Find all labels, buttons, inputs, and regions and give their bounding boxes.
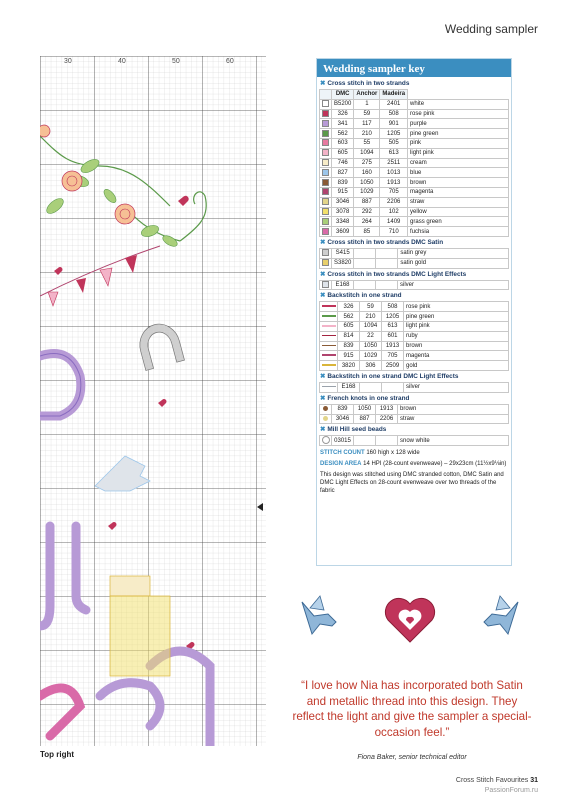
key-anchor-code: 887 <box>354 197 380 207</box>
key-madeira-code: 1205 <box>380 129 408 139</box>
key-dmc-code: 814 <box>338 331 360 341</box>
key-anchor-code: 264 <box>354 217 380 227</box>
key-anchor-code: 1050 <box>354 178 380 188</box>
key-thread-name: silver <box>398 280 509 290</box>
key-dmc-code: 3046 <box>332 197 354 207</box>
thread-swatch-icon <box>322 110 329 117</box>
key-anchor-code: 1094 <box>360 321 382 331</box>
thread-swatch-icon <box>322 149 329 156</box>
thread-swatch-icon <box>322 100 329 107</box>
key-section-heading: ✖ Backstitch in one strand DMC Light Effects <box>320 372 459 380</box>
key-madeira-code <box>376 280 398 290</box>
key-thread-name: snow white <box>398 436 509 446</box>
section-marker-icon: ✖ <box>320 372 326 380</box>
key-anchor-code: 1029 <box>360 351 382 361</box>
key-madeira-code: 508 <box>380 109 408 119</box>
key-thread-name: pink <box>408 138 509 148</box>
key-table <box>319 382 509 393</box>
key-row <box>320 361 509 371</box>
key-thread-name: brown <box>408 178 509 188</box>
key-thread-name: purple <box>408 119 509 129</box>
key-anchor-code: 292 <box>354 207 380 217</box>
key-madeira-code: 613 <box>382 321 404 331</box>
key-madeira-code: 2206 <box>380 197 408 207</box>
key-dmc-code: 3078 <box>332 207 354 217</box>
key-anchor-code <box>360 382 382 392</box>
key-madeira-code: 2509 <box>382 361 404 371</box>
key-dmc-code: 326 <box>338 302 360 312</box>
section-marker-icon: ✖ <box>320 238 326 246</box>
french-knot-icon <box>323 416 328 421</box>
thread-swatch-icon <box>322 281 329 288</box>
heart-motif-icon <box>385 598 434 642</box>
bird-right-icon <box>484 596 518 634</box>
key-row <box>320 197 509 207</box>
thread-swatch-icon <box>322 159 329 166</box>
key-dmc-code: 562 <box>338 312 360 322</box>
section-marker-icon: ✖ <box>320 394 326 402</box>
backstitch-line-icon <box>322 315 336 317</box>
page-folio: Cross Stitch Favourites 31 <box>455 777 538 784</box>
key-table <box>319 248 509 269</box>
key-thread-name: white <box>408 99 509 109</box>
key-thread-name: rose pink <box>404 302 509 312</box>
key-anchor-code: 275 <box>354 158 380 168</box>
key-anchor-code: 1094 <box>354 148 380 158</box>
key-column-header: Madeira <box>380 90 408 100</box>
key-section-heading: ✖ Cross stitch in two strands DMC Light Effects <box>320 270 467 278</box>
section-marker-icon: ✖ <box>320 270 326 278</box>
key-section-heading: ✖ Backstitch in one strand <box>320 292 402 300</box>
key-madeira-code <box>376 248 398 258</box>
key-dmc-code: B5200 <box>332 99 354 109</box>
key-madeira-code <box>376 436 398 446</box>
key-thread-name: silver <box>404 382 509 392</box>
key-anchor-code: 55 <box>354 138 380 148</box>
backstitch-line-icon <box>322 335 336 337</box>
key-row <box>320 178 509 188</box>
chart-grid <box>40 56 266 746</box>
design-area: DESIGN AREA 14 HPI (28-count evenweave) – 29x23cm (11½x9⅛in) <box>320 461 507 468</box>
key-dmc-code: 03015 <box>332 436 354 446</box>
key-section-heading: ✖ French knots in one strand <box>320 394 410 402</box>
key-row <box>320 331 509 341</box>
key-thread-name: magenta <box>408 187 509 197</box>
thread-swatch-icon <box>322 259 329 266</box>
key-thread-name: satin gold <box>398 258 509 268</box>
thread-swatch-icon <box>322 188 329 195</box>
key-thread-name: light pink <box>408 148 509 158</box>
key-row <box>320 382 509 392</box>
key-table <box>319 89 509 237</box>
key-anchor-code: 59 <box>360 302 382 312</box>
key-thread-name: yellow <box>408 207 509 217</box>
key-thread-name: blue <box>408 168 509 178</box>
key-anchor-code: 160 <box>354 168 380 178</box>
key-madeira-code: 2401 <box>380 99 408 109</box>
key-thread-name: straw <box>398 414 509 424</box>
key-anchor-code: 306 <box>360 361 382 371</box>
key-madeira-code: 601 <box>382 331 404 341</box>
key-table <box>319 435 509 446</box>
key-thread-name: gold <box>404 361 509 371</box>
key-anchor-code <box>354 436 376 446</box>
key-row <box>320 321 509 331</box>
seed-bead-icon <box>322 436 330 444</box>
key-dmc-code: 326 <box>332 109 354 119</box>
key-row <box>320 217 509 227</box>
key-row <box>320 138 509 148</box>
backstitch-line-icon <box>322 305 336 307</box>
key-row <box>320 227 509 237</box>
key-thread-name: straw <box>408 197 509 207</box>
key-section-heading: ✖ Cross stitch in two strands DMC Satin <box>320 238 444 246</box>
key-thread-name: rose pink <box>408 109 509 119</box>
key-body <box>317 77 511 447</box>
key-anchor-code <box>354 280 376 290</box>
key-section-heading: ✖ Cross stitch in two strands <box>320 80 410 87</box>
key-row <box>320 187 509 197</box>
thread-swatch-icon <box>322 130 329 137</box>
key-thread-name: light pink <box>404 321 509 331</box>
thread-swatch-icon <box>322 139 329 146</box>
french-knot-icon <box>323 406 328 411</box>
key-dmc-code: 839 <box>332 404 354 414</box>
key-row <box>320 148 509 158</box>
key-madeira-code <box>382 382 404 392</box>
key-anchor-code: 210 <box>360 312 382 322</box>
key-dmc-code: 839 <box>332 178 354 188</box>
stitch-count: STITCH COUNT 160 high x 128 wide <box>320 450 420 457</box>
backstitch-line-icon <box>322 386 336 388</box>
key-madeira-code: 705 <box>380 187 408 197</box>
section-marker-icon: ✖ <box>320 426 326 434</box>
key-thread-name: cream <box>408 158 509 168</box>
key-madeira-code: 1913 <box>376 404 398 414</box>
key-thread-name: brown <box>404 341 509 351</box>
watermark: PassionForum.ru <box>484 787 538 794</box>
key-madeira-code: 2511 <box>380 158 408 168</box>
key-row <box>320 109 509 119</box>
key-dmc-code: 915 <box>338 351 360 361</box>
key-row <box>320 280 509 290</box>
key-row <box>320 119 509 129</box>
key-anchor-code: 117 <box>354 119 380 129</box>
key-anchor-code: 1050 <box>360 341 382 351</box>
section-marker-icon: ✖ <box>320 292 326 300</box>
motif-illustrations <box>290 590 530 650</box>
key-row <box>320 436 509 446</box>
key-row <box>320 158 509 168</box>
key-thread-name: pine green <box>404 312 509 322</box>
key-thread-name: pine green <box>408 129 509 139</box>
key-anchor-code <box>354 248 376 258</box>
key-madeira-code <box>376 258 398 268</box>
key-thread-name: grass green <box>408 217 509 227</box>
key-madeira-code: 505 <box>380 138 408 148</box>
center-marker-arrow <box>257 503 263 511</box>
key-madeira-code: 613 <box>380 148 408 158</box>
key-madeira-code: 1205 <box>382 312 404 322</box>
key-row <box>320 351 509 361</box>
backstitch-line-icon <box>322 325 336 327</box>
key-dmc-code: 605 <box>332 148 354 158</box>
key-dmc-code: 562 <box>332 129 354 139</box>
key-dmc-code: 827 <box>332 168 354 178</box>
key-row <box>320 341 509 351</box>
editor-quote: “I love how Nia has incorporated both Satin and metallic thread into this design. They reflect the light and give the sampler a special-occasion feel.” <box>292 679 532 739</box>
thread-swatch-icon <box>322 198 329 205</box>
key-note: This design was stitched using DMC stranded cotton, DMC Satin and DMC Light Effects on 28-count evenweave over two threads of the fabric <box>320 472 504 495</box>
key-row <box>320 404 509 414</box>
key-dmc-code: 3348 <box>332 217 354 227</box>
key-thread-name: brown <box>398 404 509 414</box>
key-madeira-code: 1913 <box>380 178 408 188</box>
key-anchor-code: 887 <box>354 414 376 424</box>
key-dmc-code: 605 <box>338 321 360 331</box>
key-column-header: Anchor <box>354 90 380 100</box>
key-row <box>320 207 509 217</box>
key-anchor-code: 1 <box>354 99 380 109</box>
key-row <box>320 129 509 139</box>
key-dmc-code: 603 <box>332 138 354 148</box>
key-dmc-code: 3046 <box>332 414 354 424</box>
key-table <box>319 404 509 425</box>
thread-swatch-icon <box>322 228 329 235</box>
sampler-key-panel <box>316 58 512 566</box>
key-anchor-code: 85 <box>354 227 380 237</box>
key-row <box>320 302 509 312</box>
key-thread-name: satin grey <box>398 248 509 258</box>
key-anchor-code: 22 <box>360 331 382 341</box>
key-madeira-code: 710 <box>380 227 408 237</box>
key-row <box>320 248 509 258</box>
key-row <box>320 414 509 424</box>
key-anchor-code: 210 <box>354 129 380 139</box>
key-dmc-code: S415 <box>332 248 354 258</box>
key-row <box>320 168 509 178</box>
key-thread-name: ruby <box>404 331 509 341</box>
backstitch-line-icon <box>322 345 336 347</box>
key-madeira-code: 1409 <box>380 217 408 227</box>
key-dmc-code: 839 <box>338 341 360 351</box>
thread-swatch-icon <box>322 249 329 256</box>
key-madeira-code: 705 <box>382 351 404 361</box>
key-madeira-code: 102 <box>380 207 408 217</box>
key-madeira-code: 901 <box>380 119 408 129</box>
key-row <box>320 99 509 109</box>
key-footer <box>317 447 511 495</box>
key-dmc-code: E168 <box>338 382 360 392</box>
key-column-header: DMC <box>332 90 354 100</box>
key-madeira-code: 1913 <box>382 341 404 351</box>
key-dmc-code: S3820 <box>332 258 354 268</box>
key-anchor-code: 1050 <box>354 404 376 414</box>
key-madeira-code: 2206 <box>376 414 398 424</box>
key-madeira-code: 1013 <box>380 168 408 178</box>
key-anchor-code: 59 <box>354 109 380 119</box>
key-dmc-code: 3820 <box>338 361 360 371</box>
thread-swatch-icon <box>322 120 329 127</box>
backstitch-line-icon <box>322 354 336 356</box>
key-madeira-code: 508 <box>382 302 404 312</box>
thread-swatch-icon <box>322 179 329 186</box>
bird-left-icon <box>302 596 336 634</box>
key-table <box>319 280 509 291</box>
key-dmc-code: 746 <box>332 158 354 168</box>
key-title: Wedding sampler key <box>317 59 511 77</box>
cross-stitch-chart <box>40 56 266 746</box>
key-thread-name: magenta <box>404 351 509 361</box>
key-row <box>320 312 509 322</box>
thread-swatch-icon <box>322 218 329 225</box>
thread-swatch-icon <box>322 208 329 215</box>
chart-section-label: Top right <box>40 750 75 759</box>
page-title: Wedding sampler <box>444 22 538 36</box>
section-marker-icon: ✖ <box>320 80 326 87</box>
key-table <box>319 301 509 371</box>
backstitch-line-icon <box>322 364 336 366</box>
key-thread-name: fuchsia <box>408 227 509 237</box>
key-dmc-code: 915 <box>332 187 354 197</box>
key-anchor-code: 1029 <box>354 187 380 197</box>
thread-swatch-icon <box>322 169 329 176</box>
key-row <box>320 258 509 268</box>
key-dmc-code: 341 <box>332 119 354 129</box>
key-section-heading: ✖ Mill Hill seed beads <box>320 426 387 434</box>
key-dmc-code: E168 <box>332 280 354 290</box>
key-dmc-code: 3609 <box>332 227 354 237</box>
key-anchor-code <box>354 258 376 268</box>
quote-credit: Fiona Baker, senior technical editor <box>357 754 467 761</box>
